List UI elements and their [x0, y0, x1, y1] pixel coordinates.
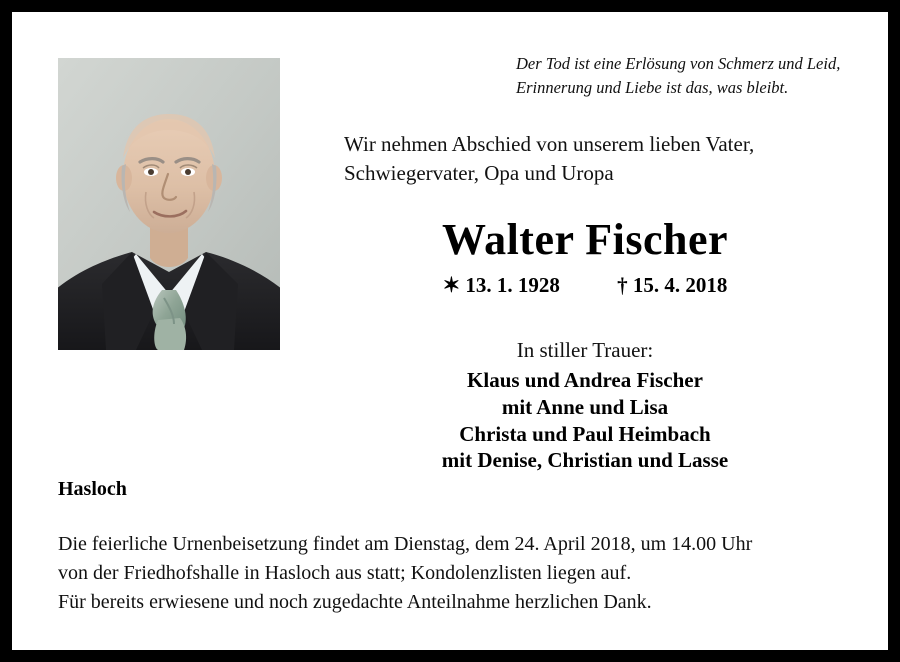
life-dates — [304, 273, 866, 298]
birth-star-icon: ✶ — [442, 272, 461, 297]
intro-line-1: Wir nehmen Abschied von unserem lieben Vater, — [344, 131, 755, 156]
portrait-photo — [58, 58, 280, 350]
motto-verse — [516, 52, 866, 100]
motto-line-1: Der Tod ist eine Erlösung von Schmerz und Leid, — [516, 54, 841, 73]
mourning-heading: In stiller Trauer: — [516, 337, 654, 362]
funeral-details-line-2: von der Friedhofshalle in Hasloch aus statt; Kondolenzlisten liegen auf. — [58, 562, 632, 584]
portrait-illustration-icon — [58, 58, 280, 350]
birth-date-group — [443, 273, 566, 297]
mourner-line: mit Denise, Christian und Lasse — [441, 448, 729, 473]
intro-line-2: Schwiegervater, Opa und Uropa — [344, 160, 614, 185]
death-date: 15. 4. 2018 — [632, 272, 728, 297]
mourners-list — [304, 367, 866, 475]
birth-date: 13. 1. 1928 — [465, 272, 560, 297]
intro-text — [344, 130, 866, 188]
cross-icon: † — [617, 272, 628, 297]
funeral-details-line-3: Für bereits erwiesene und noch zugedachte Anteilnahme herzlichen Dank. — [58, 591, 652, 613]
funeral-details — [58, 530, 868, 617]
place-name: Hasloch — [58, 478, 127, 500]
mourner-line: Klaus und Andrea Fischer — [467, 367, 703, 392]
obituary-card — [12, 12, 888, 650]
mourner-line: Christa und Paul Heimbach — [459, 421, 711, 446]
deceased-name: Walter Fischer — [442, 214, 728, 264]
obituary-text-column — [304, 52, 866, 474]
motto-line-2: Erinnerung und Liebe ist das, was bleibt. — [516, 77, 789, 97]
mourner-line: mit Anne und Lisa — [501, 394, 669, 419]
funeral-details-line-1: Die feierliche Urnenbeisetzung findet am Dienstag, dem 24. April 2018, um 14.00 Uhr — [58, 533, 753, 555]
death-date-group — [617, 273, 727, 297]
